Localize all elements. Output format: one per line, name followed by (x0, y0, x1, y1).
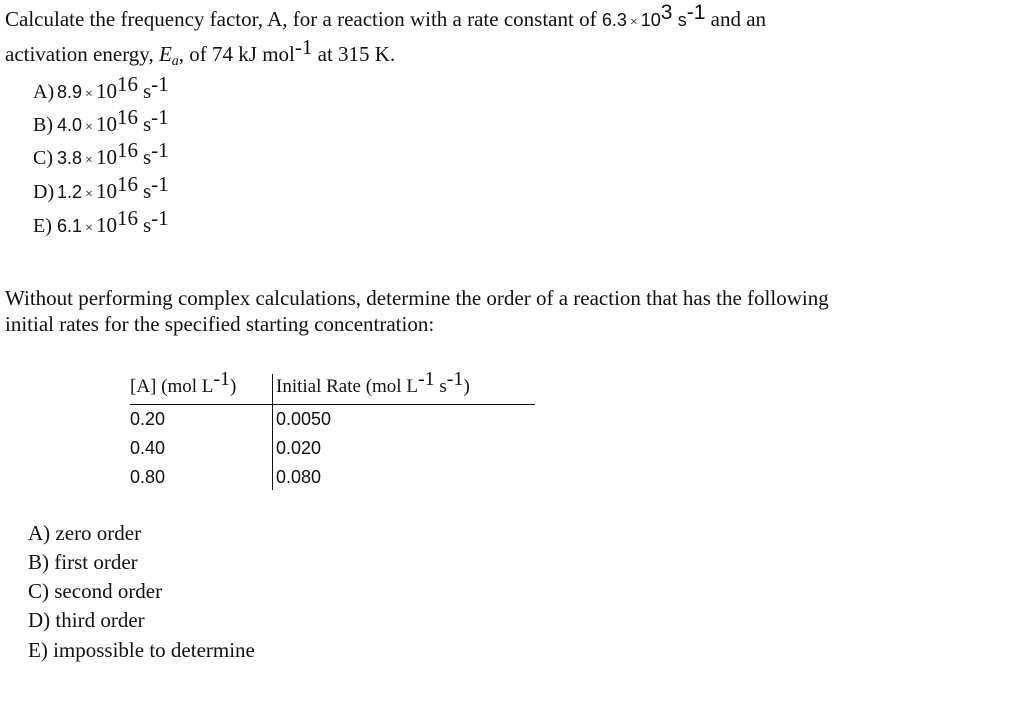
header-initial-rate: Initial Rate (mol $L^{-1}$ $s^{-1}$) (276, 368, 470, 397)
q1-option-e (33, 206, 169, 242)
table-row (130, 463, 535, 491)
activation-energy-subscript: a (171, 54, 179, 69)
times-sign: × (85, 221, 93, 236)
option-text: first order (54, 550, 138, 574)
rate-constant-base: 10 (640, 10, 661, 30)
times-sign: × (85, 87, 93, 102)
q1-option-a (33, 72, 169, 108)
times-sign: × (629, 15, 638, 30)
option-unit-exponent: -1 (151, 105, 169, 129)
rate-constant-unit-exponent: -1 (686, 1, 706, 24)
header-concentration: [A] (mol $L^{-1}$) (130, 368, 237, 397)
option-unit: s (142, 213, 152, 237)
option-exponent: 16 (116, 72, 138, 96)
q2-option-a (28, 520, 141, 546)
option-label: E) (28, 638, 48, 662)
option-unit-exponent: -1 (151, 206, 169, 230)
q1-text-2b: , of 74 kJ mol (178, 42, 295, 66)
q2-option-c (28, 578, 162, 604)
option-unit-exponent: -1 (151, 72, 169, 96)
option-base: 10 (95, 112, 117, 136)
option-base: 10 (95, 145, 117, 169)
q1-option-b (33, 105, 169, 141)
option-base: 10 (95, 179, 117, 203)
times-sign: × (85, 187, 93, 202)
table-row (130, 405, 535, 433)
times-sign: × (85, 120, 93, 135)
cell-initial-rate: 0.0050 (276, 409, 332, 429)
q2-option-e (28, 637, 255, 663)
cell-initial-rate: 0.020 (276, 438, 322, 458)
option-unit-exponent: -1 (151, 138, 169, 162)
option-base: 10 (95, 213, 117, 237)
q1-text-end: and an (705, 7, 767, 31)
option-label: B) (28, 550, 49, 574)
rate-constant-unit: s (677, 10, 687, 30)
option-label: A) (28, 521, 51, 545)
q1-text-2c: at 315 K. (312, 42, 396, 66)
option-mantissa: 6.1 (57, 216, 83, 236)
option-exponent: 16 (116, 206, 138, 230)
option-label: E) (33, 215, 52, 237)
option-unit: s (142, 112, 152, 136)
option-label: D) (28, 608, 51, 632)
option-exponent: 16 (116, 172, 138, 196)
option-mantissa: 8.9 (57, 82, 83, 102)
option-label: A) (33, 81, 55, 103)
table-row (130, 434, 535, 462)
option-text: third order (55, 608, 145, 632)
rate-constant-exponent: 3 (660, 1, 673, 24)
option-base: 10 (95, 79, 117, 103)
option-label: D) (33, 181, 55, 203)
q1-option-d (33, 172, 169, 208)
cell-initial-rate: 0.080 (276, 467, 322, 487)
option-unit: s (142, 145, 152, 169)
q1-text: Calculate the frequency factor, A, for a reaction with a rate constant of (5, 7, 602, 31)
option-label: B) (33, 114, 53, 136)
option-label: C) (28, 579, 49, 603)
option-text: second order (54, 579, 163, 603)
question-1-line-2 (5, 35, 396, 69)
option-mantissa: 3.8 (57, 148, 83, 168)
activation-energy-symbol: E (158, 42, 172, 66)
mol-exponent: -1 (294, 35, 313, 59)
q1-option-c (33, 138, 169, 174)
option-mantissa: 1.2 (57, 182, 83, 202)
cell-concentration: 0.40 (130, 438, 166, 458)
q1-text-2a: activation energy, (5, 42, 159, 66)
times-sign: × (85, 153, 93, 168)
option-text: impossible to determine (53, 638, 255, 662)
option-unit: s (142, 79, 152, 103)
option-text: zero order (55, 521, 142, 545)
cell-concentration: 0.20 (130, 409, 166, 429)
question-1-line-1 (5, 1, 767, 36)
option-unit: s (142, 179, 152, 203)
q2-option-b (28, 549, 138, 575)
cell-concentration: 0.80 (130, 467, 166, 487)
q2-option-d (28, 607, 145, 633)
option-label: C) (33, 147, 53, 169)
question-2-line-2: initial rates for the specified starting concentration: (5, 312, 435, 336)
question-2-line-1: Without performing complex calculations, determine the order of a reaction that has the following (5, 286, 829, 310)
option-unit-exponent: -1 (151, 172, 169, 196)
option-mantissa: 4.0 (57, 115, 83, 135)
option-exponent: 16 (116, 105, 138, 129)
rate-constant-mantissa: 6.3 (601, 10, 627, 30)
option-exponent: 16 (116, 138, 138, 162)
